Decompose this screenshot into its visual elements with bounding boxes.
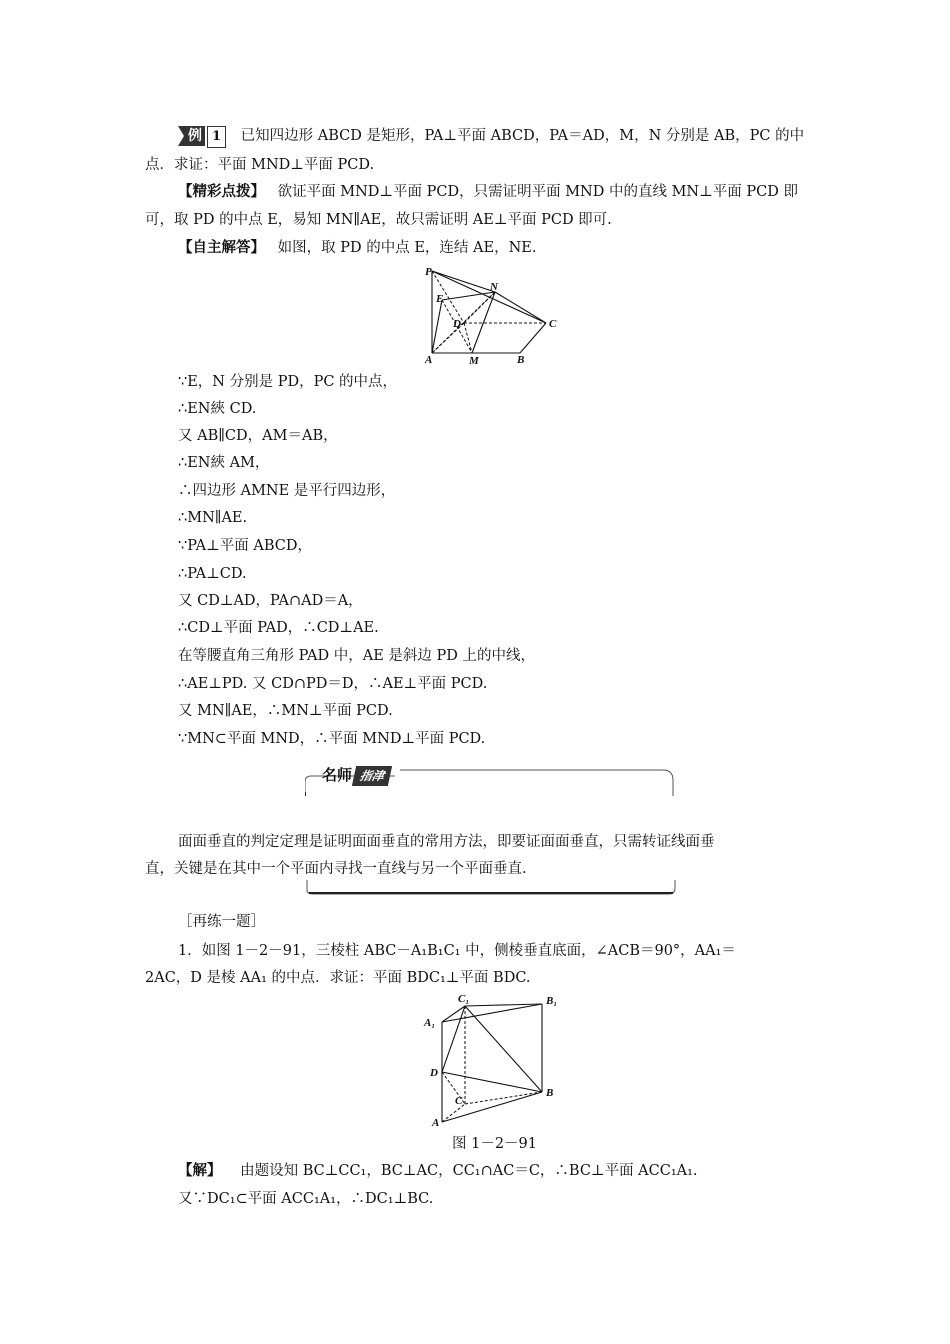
practice-heading: ［再练一题］ <box>178 914 265 930</box>
solution-step: ∴EN綊 AM， <box>178 455 270 471</box>
practice-solution-label: 【解】 <box>178 1162 222 1179</box>
pyramid-figure <box>420 265 570 370</box>
solution-step: ∴EN綊 CD. <box>178 401 257 417</box>
solution-step: ∵PA⊥平面 ABCD， <box>178 538 312 554</box>
solution-step: ∵E，N 分别是 PD，PC 的中点， <box>178 374 398 390</box>
solution-intro-text: 如图，取 PD 的中点 E，连结 AE，NE. <box>277 240 537 256</box>
solution-step: 在等腰直角三角形 PAD 中，AE 是斜边 PD 上的中线， <box>178 648 536 664</box>
label-A: A <box>432 1117 440 1129</box>
label-B1: B₁ <box>546 995 558 1007</box>
hint-line1 <box>178 182 798 202</box>
practice-solution-line1 <box>178 1161 698 1181</box>
solution-step: ∴PA⊥CD. <box>178 566 247 582</box>
solution-step: ∴CD⊥平面 PAD，∴CD⊥AE. <box>178 620 379 636</box>
tip-title-badge: 指津 <box>352 766 392 786</box>
solution-label: 【自主解答】 <box>178 239 265 256</box>
practice-question-line2: 2AC，D 是棱 AA₁ 的中点．求证：平面 BDC₁⊥平面 BDC. <box>145 970 531 986</box>
hint-text: 欲证平面 MND⊥平面 PCD，只需证明平面 MND 中的直线 MN⊥平面 PCD 即 <box>277 184 798 200</box>
solution-intro <box>178 238 536 258</box>
hint-line2: 可，取 PD 的中点 E，易知 MN∥AE，故只需证明 AE⊥平面 PCD 即可. <box>145 212 612 228</box>
prism-figure <box>420 992 570 1132</box>
figure-caption: 图 1－2－91 <box>452 1136 538 1152</box>
example-statement-line1 <box>178 126 804 148</box>
solution-step: ∴四边形 AMNE 是平行四边形， <box>178 483 396 499</box>
label-C1: C₁ <box>458 993 470 1005</box>
solution-step: ∴MN∥AE. <box>178 510 248 526</box>
practice-solution-line2: 又∵DC₁⊂平面 ACC₁A₁，∴DC₁⊥BC. <box>178 1191 434 1207</box>
solution-step: 又 CD⊥AD，PA∩AD＝A， <box>178 593 363 609</box>
solution-step: ∵MN⊂平面 MND，∴平面 MND⊥平面 PCD. <box>178 731 486 747</box>
label-E: E <box>436 293 444 305</box>
solution-step: 又 MN∥AE，∴MN⊥平面 PCD. <box>178 703 393 719</box>
label-C: C <box>455 1095 463 1107</box>
tip-text-line2: 直，关键是在其中一个平面内寻找一直线与另一个平面垂直. <box>145 861 527 877</box>
hint-label: 【精彩点拨】 <box>178 183 265 200</box>
practice-solution-text: 由题设知 BC⊥CC₁，BC⊥AC，CC₁∩AC＝C，∴BC⊥平面 ACC₁A₁. <box>240 1163 698 1179</box>
example-tag: 例 <box>178 126 205 146</box>
label-B: B <box>546 1087 554 1099</box>
label-N: N <box>490 281 498 293</box>
practice-question-line1: 1．如图 1－2－91，三棱柱 ABC－A₁B₁C₁ 中，侧棱垂直底面，∠ACB＝90°，AA₁＝ <box>178 943 736 959</box>
solution-step: 又 AB∥CD，AM＝AB， <box>178 428 338 444</box>
label-D: D <box>430 1067 438 1079</box>
example-number: 1 <box>207 126 226 148</box>
tip-title <box>322 766 390 786</box>
example-statement-line2: 点．求证：平面 MND⊥平面 PCD. <box>145 157 375 173</box>
label-B: B <box>517 354 525 366</box>
label-A: A <box>425 354 433 366</box>
tip-text-line1: 面面垂直的判定定理是证明面面垂直的常用方法，即要证面面垂直，只需转证线面垂 <box>178 834 715 850</box>
label-M: M <box>469 355 479 367</box>
tip-title-main: 名师 <box>322 767 353 784</box>
label-A1: A₁ <box>424 1017 436 1029</box>
example-statement-text: 已知四边形 ABCD 是矩形，PA⊥平面 ABCD，PA＝AD，M，N 分别是 AB，PC 的中 <box>240 128 805 144</box>
solution-step: ∴AE⊥PD. 又 CD∩PD＝D，∴AE⊥平面 PCD. <box>178 676 488 692</box>
label-D: D <box>453 318 461 330</box>
label-P: P <box>425 266 432 278</box>
label-C: C <box>549 318 557 330</box>
